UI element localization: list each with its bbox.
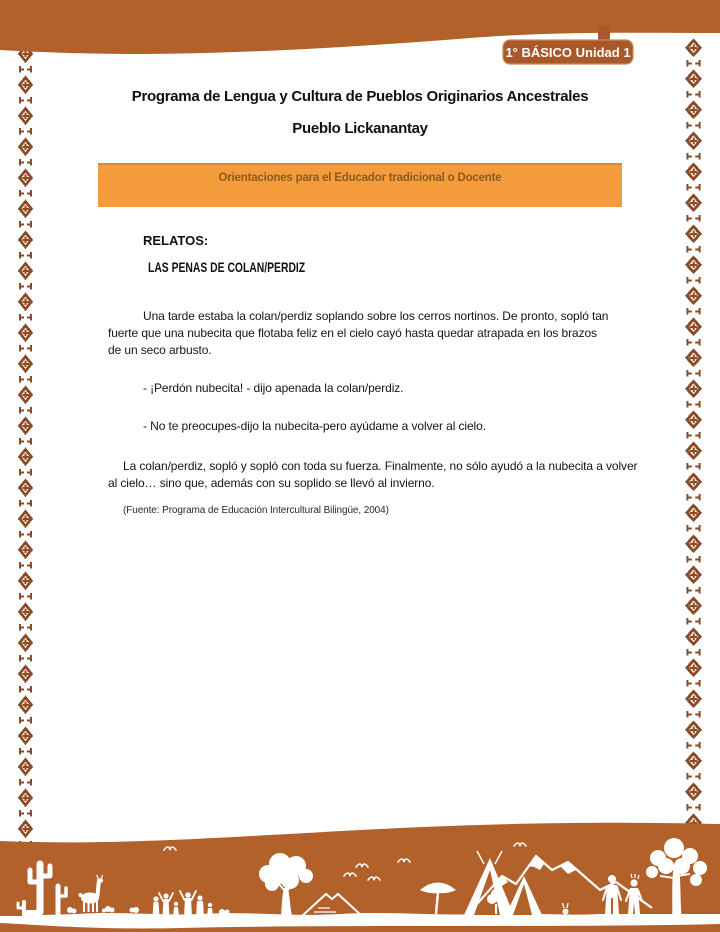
pueblo-subtitle: Pueblo Lickanantay — [292, 120, 428, 137]
right-border-textile-pattern-icon — [684, 38, 704, 830]
story-dialogue-1: - ¡Perdón nubecita! - dijo apenada la colan/perdiz. — [143, 381, 404, 395]
text-line: La colan/perdiz, sopló y sopló con toda su fuerza. Finalmente, no sólo ayudó a la nubecita a volver — [123, 459, 638, 473]
program-title: Programa de Lengua y Cultura de Pueblos Originarios Ancestrales — [131, 88, 589, 105]
text-line: fuerte que una nubecita que flotaba feliz en el cielo cayó hasta quedar atrapada en los brazos — [108, 326, 597, 340]
source-citation: (Fuente: Programa de Educación Intercultural Bilingüe, 2004) — [123, 505, 389, 516]
text-line: Una tarde estaba la colan/perdiz soplando sobre los cerros nortinos. De pronto, sopló tan — [143, 309, 609, 323]
left-border-textile-pattern-icon — [17, 44, 34, 860]
story-paragraph-1 — [108, 308, 628, 359]
story-paragraph-2 — [108, 458, 638, 492]
text-line: al cielo… sino que, además con su soplido se llevó al invierno. — [108, 476, 435, 490]
orientation-banner — [98, 163, 622, 207]
story-dialogue-2: - No te preocupes-dijo la nubecita-pero ayúdame a volver al cielo. — [143, 419, 486, 433]
unit-badge-label: 1° BÁSICO Unidad 1 — [505, 45, 631, 60]
bottom-landscape-band — [0, 820, 720, 932]
top-band — [0, 0, 720, 70]
section-label: RELATOS: — [143, 233, 209, 248]
story-title: LAS PENAS DE COLAN/PERDIZ — [148, 259, 306, 275]
orientation-banner-label: Orientaciones para el Educador tradicional o Docente — [218, 172, 502, 184]
text-line: de un seco arbusto. — [108, 343, 212, 357]
